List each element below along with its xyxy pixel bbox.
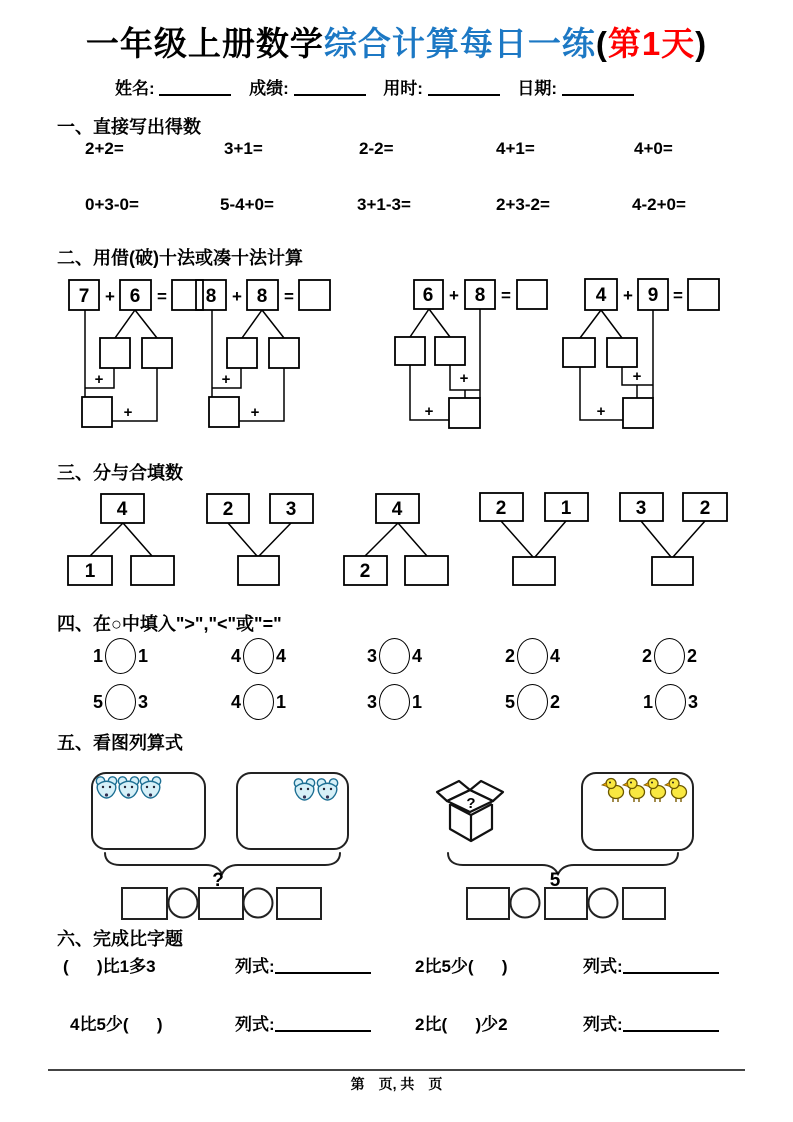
answer-box [405, 556, 448, 585]
compare-question: 2比( )少2 [415, 1015, 508, 1034]
brace [448, 853, 678, 874]
name-blank [159, 80, 231, 96]
footer-divider [48, 1069, 745, 1071]
arith-problem: 3+1= [224, 139, 263, 158]
arith-problem: 4+1= [496, 139, 535, 158]
answer-box [131, 556, 174, 585]
svg-text:+: + [459, 370, 469, 387]
equation-template [467, 888, 665, 919]
svg-text:4: 4 [391, 499, 403, 520]
compare-item: 3 4 [367, 638, 422, 674]
addend-a: 8 [205, 286, 217, 307]
svg-text:+: + [250, 404, 260, 421]
compare-item: 1 3 [643, 684, 698, 720]
arith-problem: 0+3-0= [85, 195, 139, 214]
split-box [607, 338, 637, 367]
make-ten-diagram-1 [69, 280, 203, 427]
section3-heading: 三、分与合填数 [57, 463, 183, 483]
arith-problem: 5-4+0= [220, 195, 274, 214]
answer-box [172, 280, 203, 310]
info-row [115, 74, 647, 99]
operator-circle [169, 889, 198, 918]
svg-text:=: = [284, 287, 294, 306]
title-day: 第1天 [607, 25, 696, 62]
title-black: 一年级上册数学 [85, 25, 324, 62]
brace-label: ? [212, 870, 224, 891]
arith-problem: 2+2= [85, 139, 124, 158]
make-ten-diagram-3 [395, 280, 547, 428]
split-diagram-3 [344, 494, 448, 585]
compare-circle [517, 638, 548, 674]
section4-heading: 四、在○中填入">","<"或"=" [57, 614, 282, 634]
compare-question: 4比5少( ) [70, 1015, 163, 1034]
svg-text:=: = [157, 287, 167, 306]
chicks-problem [437, 773, 693, 919]
picture-equation-diagrams [0, 765, 793, 923]
svg-text:+: + [94, 371, 104, 388]
compare-circle [105, 684, 136, 720]
time-blank [428, 80, 500, 96]
svg-text:+: + [596, 403, 606, 420]
section1-heading: 一、直接写出得数 [57, 117, 201, 137]
date-blank [562, 80, 634, 96]
page-title [0, 18, 793, 65]
arith-problem: 4+0= [634, 139, 673, 158]
title-paren-close: ) [695, 25, 708, 62]
compare-circle [655, 684, 686, 720]
mice-problem [92, 773, 348, 919]
lieshi-blank [623, 958, 719, 974]
equation-square [467, 888, 509, 919]
lieshi-blank [275, 1016, 371, 1032]
score-blank [294, 80, 366, 96]
compare-question: 2比5少( ) [415, 957, 508, 976]
mouse-icon [140, 777, 160, 798]
lieshi-field: 列式: [583, 1010, 719, 1035]
chick-icon [602, 779, 624, 803]
combine-diagram-4 [480, 493, 588, 585]
svg-text:2: 2 [222, 499, 234, 520]
compare-circle [243, 638, 274, 674]
compare-item: 1 1 [93, 638, 148, 674]
make-ten-diagrams [0, 272, 793, 437]
svg-text:+: + [424, 403, 434, 420]
mouse-icon [317, 779, 337, 800]
answer-box [517, 280, 547, 309]
combine-diagram-2 [207, 494, 313, 585]
compare-item: 2 2 [642, 638, 697, 674]
compare-circle [379, 638, 410, 674]
svg-text:+: + [221, 371, 231, 388]
mouse-icon [294, 779, 314, 800]
svg-text:3: 3 [285, 499, 297, 520]
addend-a: 6 [422, 285, 434, 306]
split-box [563, 338, 595, 367]
lieshi-field: 列式: [583, 952, 719, 977]
footer-page-text: 第 页, 共 页 [350, 1076, 443, 1092]
mouse-icon [118, 777, 138, 798]
section6-heading: 六、完成比字题 [57, 929, 183, 949]
split-box [227, 338, 257, 368]
compare-item: 2 4 [505, 638, 560, 674]
split-box [100, 338, 130, 368]
name-field: 姓名: [115, 79, 231, 98]
chick-icon [623, 779, 645, 803]
split-box [142, 338, 172, 368]
split-diagram-1 [68, 494, 174, 585]
equation-template [122, 888, 321, 919]
arith-problem: 2-2= [359, 139, 394, 158]
split-box [269, 338, 299, 368]
compare-item: 3 1 [367, 684, 422, 720]
title-blue: 综合计算每日一练 [323, 25, 596, 62]
compare-circle [243, 684, 274, 720]
addend-b: 9 [647, 285, 659, 306]
addend-b: 8 [256, 286, 268, 307]
chick-icon [644, 779, 666, 803]
lieshi-field: 列式: [235, 1010, 371, 1035]
operator-circle [511, 889, 540, 918]
compare-circle [379, 684, 410, 720]
connector-lines [212, 310, 284, 421]
compare-circle [654, 638, 685, 674]
svg-text:1: 1 [84, 561, 96, 582]
date-field: 日期: [517, 79, 633, 98]
compare-item: 4 1 [231, 684, 286, 720]
title-paren-open: ( [595, 25, 608, 62]
connector-lines [641, 521, 705, 557]
equation-square [545, 888, 587, 919]
make-ten-diagram-2 [196, 280, 330, 427]
ten-box [623, 398, 653, 428]
equation-square [122, 888, 167, 919]
combine-diagram-5 [620, 493, 727, 585]
answer-box [652, 557, 693, 585]
answer-box [238, 556, 279, 585]
equation-square [623, 888, 665, 919]
make-ten-diagram-4 [563, 279, 719, 428]
svg-text:+: + [449, 286, 459, 305]
svg-text:4: 4 [116, 499, 128, 520]
ten-box [82, 397, 112, 427]
svg-text:2: 2 [699, 498, 711, 519]
svg-text:+: + [123, 404, 133, 421]
lieshi-blank [623, 1016, 719, 1032]
connector-lines [85, 310, 157, 421]
split-box [435, 337, 465, 365]
operator-circle [589, 889, 618, 918]
answer-box [513, 557, 555, 585]
brace-label: 5 [549, 870, 561, 891]
svg-text:=: = [673, 286, 683, 305]
svg-text:1: 1 [560, 498, 572, 519]
operator-circle [244, 889, 273, 918]
svg-text:=: = [501, 286, 511, 305]
lieshi-field: 列式: [235, 952, 371, 977]
connector-lines [580, 310, 653, 420]
split-combine-diagrams [0, 488, 793, 593]
addend-b: 6 [129, 286, 141, 307]
compare-item: 5 3 [93, 684, 148, 720]
answer-box [299, 280, 330, 310]
answer-box [688, 279, 719, 310]
ten-box [449, 398, 480, 428]
equation-square [199, 888, 243, 919]
connector-lines [228, 523, 291, 556]
compare-circle [105, 638, 136, 674]
addend-a: 7 [78, 286, 90, 307]
svg-text:+: + [623, 286, 633, 305]
connector-lines [90, 523, 152, 556]
svg-text:3: 3 [635, 498, 647, 519]
compare-question: ( )比1多3 [63, 957, 156, 976]
svg-text:+: + [232, 287, 242, 306]
addend-a: 4 [595, 285, 607, 306]
arith-problem: 3+1-3= [357, 195, 411, 214]
arith-problem: 4-2+0= [632, 195, 686, 214]
time-field: 用时: [383, 79, 499, 98]
equation-square [277, 888, 321, 919]
section2-heading: 二、用借(破)十法或凑十法计算 [57, 248, 303, 268]
compare-item: 4 4 [231, 638, 286, 674]
ten-box [209, 397, 239, 427]
svg-text:+: + [632, 368, 642, 385]
svg-text:2: 2 [359, 561, 371, 582]
lieshi-blank [275, 958, 371, 974]
addend-b: 8 [474, 285, 486, 306]
compare-circle [517, 684, 548, 720]
connector-lines [365, 523, 427, 556]
compare-item: 5 2 [505, 684, 560, 720]
section5-heading: 五、看图列算式 [57, 733, 183, 753]
box-label: ? [466, 795, 476, 812]
split-box [395, 337, 425, 365]
connector-lines [501, 521, 566, 557]
score-field: 成绩: [249, 79, 365, 98]
arith-problem: 2+3-2= [496, 195, 550, 214]
svg-text:+: + [105, 287, 115, 306]
chick-icon [665, 779, 687, 803]
svg-text:2: 2 [495, 498, 507, 519]
mouse-icon [96, 777, 116, 798]
